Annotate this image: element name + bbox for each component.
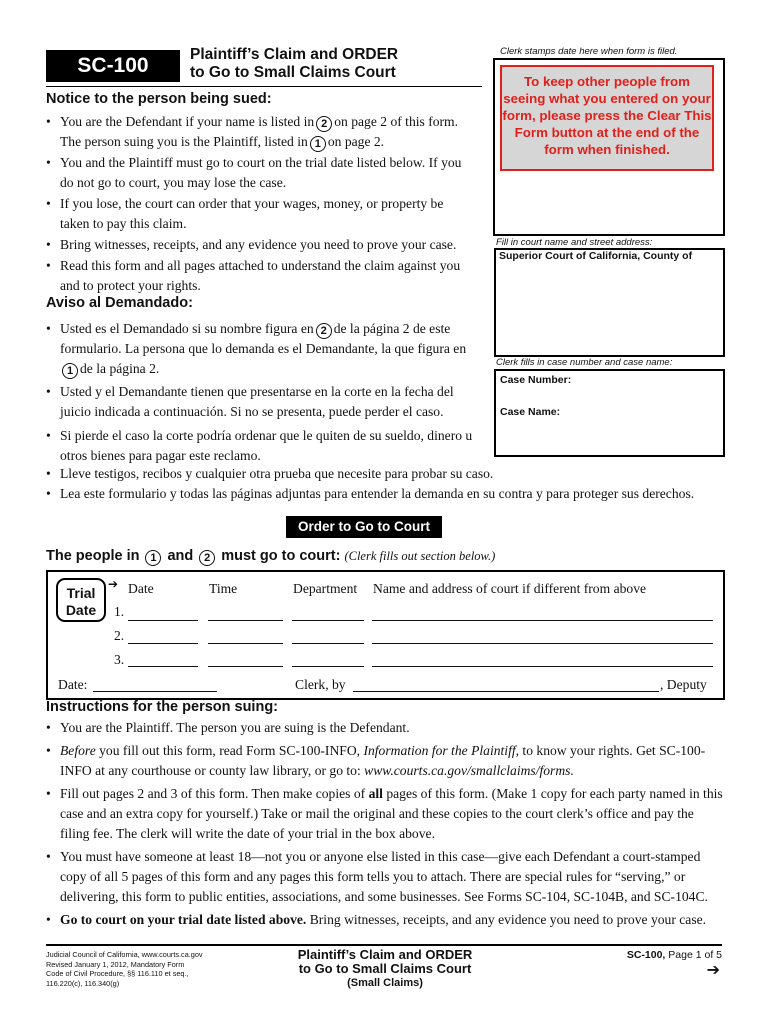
people-must-go-line: The people in 1 and 2 must go to court: (Clerk fills out section below.) (46, 548, 496, 564)
smallclaims-forms-link[interactable]: www.courts.ca.gov/smallclaims/forms. (364, 763, 574, 778)
footer-title: Plaintiff’s Claim and ORDER to Go to Small Claims Court (Small Claims) (297, 947, 473, 989)
row-2-date-field[interactable] (128, 643, 198, 644)
row-1-court-field[interactable] (372, 620, 713, 621)
footer-citation: Judicial Council of California, www.courts.ca.gov Revised January 1, 2012, Mandatory Form Code of Civil Procedure, §§ 116.110 et seq., 116.220(c), 116.340(g) (46, 950, 203, 988)
notice-item-4: • Bring witnesses, receipts, and any evidence you need to prove your case. (46, 235, 466, 255)
notice-item-2: • You and the Plaintiff must go to court on the trial date listed below. If you do not go to court, you may lose the case. (46, 153, 466, 193)
deputy-label: , Deputy (660, 677, 707, 692)
next-page-arrow-icon: ➔ (706, 962, 720, 979)
clear-form-notice: To keep other people from seeing what you entered on your form, please press the Clear This Form button at the end of the form when finished. (500, 65, 714, 171)
trial-date-label: Trial Date (56, 578, 106, 622)
row-3-time-field[interactable] (208, 666, 283, 667)
party-2-icon: 2 (316, 116, 332, 132)
footer-rule (46, 944, 722, 946)
notice-item-1: • You are the Defendant if your name is listed in 2 on page 2 of this form. The person suing you is the Plaintiff, listed in 1 on page 2. (46, 112, 466, 152)
instructions-item-4: • You must have someone at least 18—not you or anyone else listed in this case—give each Defendant a court-stamped copy of all 5 pages of this form and any pages this form tells you to attach. There are special rules for “serving,” or delivering, this form to public entities, associations, and some businesses. See Forms SC-104, SC-104B, and SC-104C. (46, 847, 726, 907)
footer-page-number: SC-100, Page 1 of 5 (626, 949, 722, 961)
notice-item-5: • Read this form and all pages attached to understand the claim against you and to protect your rights. (46, 256, 466, 296)
col-time: Time (209, 581, 238, 596)
case-number-label: Case Number: (500, 374, 572, 386)
aviso-list-wide (46, 464, 726, 504)
col-date: Date (128, 581, 154, 596)
instructions-heading: Instructions for the person suing: (46, 699, 279, 715)
aviso-item-4: • Lleve testigos, recibos y cualquier otra prueba que necesite para probar su caso. (46, 464, 726, 484)
notice-list (46, 112, 466, 296)
row-3-department-field[interactable] (292, 666, 364, 667)
row-3-number: 3. (114, 652, 125, 667)
row-2-time-field[interactable] (208, 643, 283, 644)
party-2-icon: 2 (316, 323, 332, 339)
party-2-icon: 2 (199, 550, 215, 566)
arrow-right-icon: ➔ (108, 577, 119, 591)
row-2-department-field[interactable] (292, 643, 364, 644)
aviso-item-3: • Si pierde el caso la corte podría ordenar que le quiten de su sueldo, dinero u otros bienes para pagar este reclamo. (46, 426, 476, 466)
clerk-stamp-caption: Clerk stamps date here when form is filed. (500, 46, 678, 57)
col-court-address: Name and address of court if different from above (373, 581, 647, 596)
order-date-field[interactable] (93, 691, 217, 692)
aviso-heading: Aviso al Demandado: (46, 295, 193, 311)
case-name-label: Case Name: (500, 406, 561, 418)
instructions-item-1: • You are the Plaintiff. The person you are suing is the Defendant. (46, 718, 726, 738)
clerk-by-label: Clerk, by (295, 677, 346, 692)
clerk-signature-field[interactable] (353, 691, 659, 692)
court-caption: Fill in court name and street address: (496, 237, 653, 248)
party-1-icon: 1 (62, 363, 78, 379)
row-1-department-field[interactable] (292, 620, 364, 621)
instructions-list (46, 718, 726, 930)
instructions-item-5: • Go to court on your trial date listed above. Bring witnesses, receipts, and any evidence you need to prove your case. (46, 910, 726, 930)
form-id: SC-100 (77, 54, 149, 77)
notice-heading: Notice to the person being sued: (46, 91, 272, 107)
order-date-label: Date: (58, 677, 88, 692)
header-rule (46, 86, 482, 87)
court-name-box[interactable] (494, 248, 725, 357)
row-1-number: 1. (114, 604, 125, 619)
party-1-icon: 1 (310, 136, 326, 152)
row-1-date-field[interactable] (128, 620, 198, 621)
case-caption: Clerk fills in case number and case name: (496, 357, 673, 368)
aviso-item-2: • Usted y el Demandante tienen que presentarse en la corte en la fecha del juicio indicada a continuación. Si no se presenta, puede perder el caso. (46, 382, 476, 422)
notice-item-3: • If you lose, the court can order that your wages, money, or property be taken to pay this claim. (46, 194, 466, 234)
col-department: Department (293, 581, 358, 596)
party-1-icon: 1 (145, 550, 161, 566)
instructions-item-3: • Fill out pages 2 and 3 of this form. Then make copies of all pages of this form. (Make 1 copy for each party named in this case and an extra copy for yourself.) Take or mail the original and these copies to the court clerk’s office and pay the filing fee. The clerk will write the date of your trial in the box above. (46, 784, 726, 844)
order-banner: Order to Go to Court (286, 516, 442, 538)
row-2-court-field[interactable] (372, 643, 713, 644)
row-3-court-field[interactable] (372, 666, 713, 667)
court-name-label: Superior Court of California, County of (499, 250, 693, 262)
form-title: Plaintiff’s Claim and ORDER to Go to Small Claims Court (190, 46, 399, 81)
row-3-date-field[interactable] (128, 666, 198, 667)
aviso-list (46, 319, 476, 466)
row-1-time-field[interactable] (208, 620, 283, 621)
instructions-item-2: • Before you fill out this form, read Form SC-100-INFO, Information for the Plaintiff, to know your rights. Get SC-100-INFO at any courthouse or county law library, or go to: www.courts.ca.gov/smallclaims/forms. (46, 741, 726, 781)
aviso-item-5: • Lea este formulario y todas las páginas adjuntas para entender la demanda en su contra y para proteger sus derechos. (46, 484, 726, 504)
aviso-item-1: • Usted es el Demandado si su nombre figura en 2 de la página 2 de este formulario. La persona que lo demanda es el Demandante, la que figura en1 de la página 2. (46, 319, 476, 379)
row-2-number: 2. (114, 628, 125, 643)
form-id-badge (46, 50, 180, 82)
